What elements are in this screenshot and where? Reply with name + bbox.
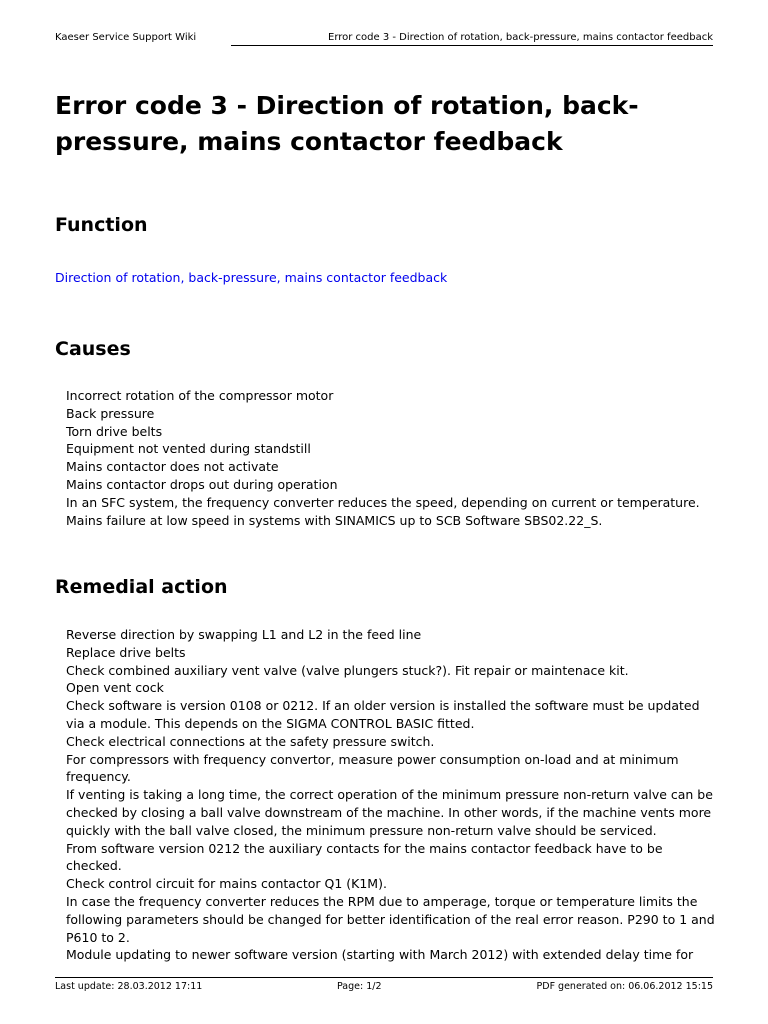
list-item: Mains contactor does not activate xyxy=(66,459,279,475)
list-item: Replace drive belts xyxy=(66,644,186,660)
list-item: In an SFC system, the frequency converter reduces the speed, depending on current or temperature. xyxy=(66,494,700,510)
remedial-action-heading: Remedial action xyxy=(55,576,228,598)
list-item: Module updating to newer software version (starting with March 2012) with extended delay time for xyxy=(66,947,694,963)
list-item: Mains contactor drops out during operation xyxy=(66,476,338,492)
list-item: From software version 0212 the auxiliary contacts for the mains contactor feedback have to be checked. xyxy=(66,840,663,874)
causes-list xyxy=(66,387,720,529)
list-item: For compressors with frequency convertor, measure power consumption on-load and at minimum frequency. xyxy=(66,751,679,785)
list-item: If venting is taking a long time, the correct operation of the minimum pressure non-return valve can be checked by closing a ball valve downstream of the machine. In other words, if the machine vents more quickly with the ball valve closed, the minimum pressure non-return valve should be serviced. xyxy=(66,787,713,838)
site-name: Kaeser Service Support Wiki xyxy=(55,32,197,43)
page-header xyxy=(55,31,713,45)
last-update: Last update: 28.03.2012 17:11 xyxy=(55,981,203,992)
list-item: Mains failure at low speed in systems with SINAMICS up to SCB Software SBS02.22_S. xyxy=(66,512,603,528)
list-item: Open vent cock xyxy=(66,680,164,696)
generated-date: PDF generated on: 06.06.2012 15:15 xyxy=(536,981,713,992)
list-item: Check electrical connections at the safety pressure switch. xyxy=(66,733,435,749)
list-item: Reverse direction by swapping L1 and L2 in the feed line xyxy=(66,627,422,642)
list-item: Check control circuit for mains contactor Q1 (K1M). xyxy=(66,876,387,892)
list-item: Check software is version 0108 or 0212. If an older version is installed the software must be updated via a module. This depends on the SIGMA CONTROL BASIC fitted. xyxy=(66,698,700,731)
function-link[interactable]: Direction of rotation, back-pressure, mains contactor feedback xyxy=(55,270,448,285)
list-item: Back pressure xyxy=(66,405,155,421)
list-item: Equipment not vented during standstill xyxy=(66,441,311,457)
list-item: Incorrect rotation of the compressor motor xyxy=(66,388,334,403)
list-item: Torn drive belts xyxy=(66,423,163,439)
causes-heading: Causes xyxy=(55,338,131,360)
page-number: Page: 1/2 xyxy=(337,981,382,992)
header-divider xyxy=(231,45,713,46)
footer-divider xyxy=(55,977,713,978)
list-item: Check combined auxiliary vent valve (valve plungers stuck?). Fit repair or maintenace kit. xyxy=(66,662,629,678)
header-page-title: Error code 3 - Direction of rotation, back-pressure, mains contactor feedback xyxy=(328,32,713,43)
function-heading: Function xyxy=(55,214,148,236)
page-footer xyxy=(55,980,713,994)
list-item: In case the frequency converter reduces the RPM due to amperage, torque or temperature limits the following parameters should be changed for better identification of the real error reason. P290 to 1 and P610 to 2. xyxy=(66,893,715,945)
remedial-action-list xyxy=(66,626,720,964)
page-title: Error code 3 - Direction of rotation, back-pressure, mains contactor feedback xyxy=(55,91,639,156)
